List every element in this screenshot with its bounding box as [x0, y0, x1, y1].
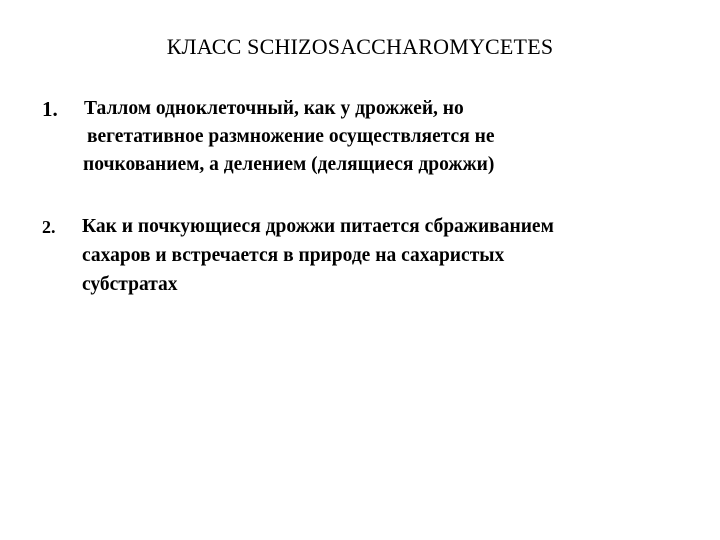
list-item-text-line: сахаров и встречается в природе на сахаристых [82, 245, 505, 266]
list-item-number: 1. [42, 97, 58, 121]
list-item-text-line: вегетативное размножение осуществляется не [87, 126, 495, 147]
list-item-text-line: субстратах [82, 274, 178, 295]
list-item-text-line: Таллом одноклеточный, как у дрожжей, но [84, 98, 464, 119]
list-item-text-line: Как и почкующиеся дрожжи питается сбраживанием [82, 216, 554, 237]
list-item-number: 2. [42, 217, 56, 237]
list-item-text-line: почкованием, а делением (делящиеся дрожжи) [83, 154, 495, 175]
slide-title: КЛАСС SCHIZOSACCHAROMYCETES [166, 34, 554, 59]
